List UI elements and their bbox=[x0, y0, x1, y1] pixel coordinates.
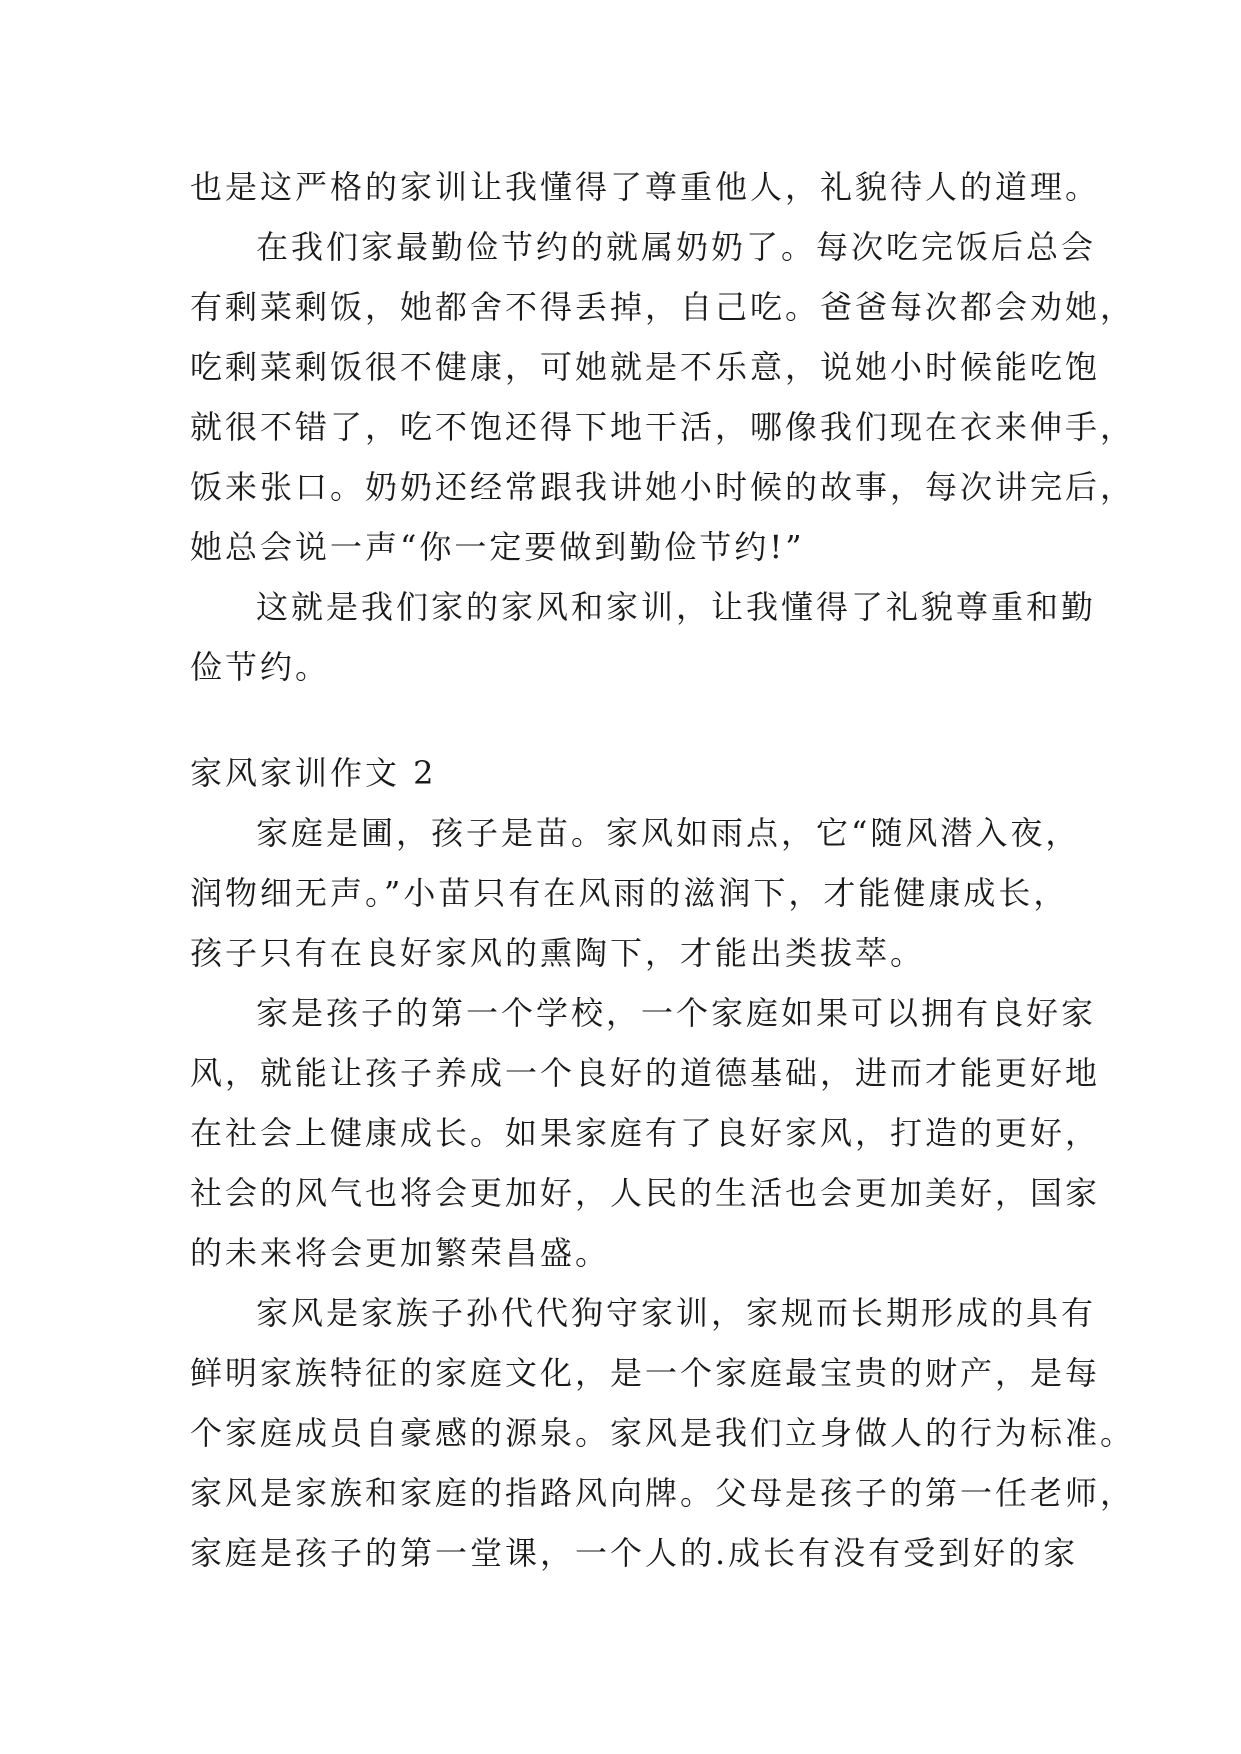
paragraph-line: 俭节约。 bbox=[190, 648, 331, 686]
paragraph-line: 家风是家族和家庭的指路风向牌。父母是孩子的第一任老师， bbox=[190, 1474, 1136, 1512]
paragraph-line: 个家庭成员自豪感的源泉。家风是我们立身做人的行为标准。 bbox=[190, 1414, 1136, 1452]
section-heading: 家风家训作文 2 bbox=[190, 754, 437, 792]
paragraph-line: 社会的风气也将会更加好，人民的生活也会更加美好，国家 bbox=[190, 1174, 1101, 1212]
paragraph-line: 她总会说一声“你一定要做到勤俭节约!” bbox=[190, 528, 805, 566]
paragraph-line: 孩子只有在良好家风的熏陶下，才能出类拔萃。 bbox=[190, 934, 926, 972]
paragraph-line: 在社会上健康成长。如果家庭有了良好家风，打造的更好， bbox=[190, 1114, 1101, 1152]
paragraph-line: 润物细无声。”小苗只有在风雨的滋润下，才能健康成长， bbox=[190, 874, 1069, 912]
paragraph-line: 家庭是孩子的第一堂课，一个人的.成长有没有受到好的家 bbox=[190, 1534, 1079, 1572]
paragraph-line: 也是这严格的家训让我懂得了尊重他人，礼貌待人的道理。 bbox=[190, 168, 1101, 206]
paragraph-line: 有剩菜剩饭，她都舍不得丢掉，自己吃。爸爸每次都会劝她， bbox=[190, 288, 1136, 326]
paragraph-line: 家是孩子的第一个学校，一个家庭如果可以拥有良好家 bbox=[256, 994, 1097, 1032]
paragraph-line: 鲜明家族特征的家庭文化，是一个家庭最宝贵的财产，是每 bbox=[190, 1354, 1101, 1392]
paragraph-line: 吃剩菜剩饭很不健康，可她就是不乐意，说她小时候能吃饱 bbox=[190, 348, 1101, 386]
paragraph-line: 风，就能让孩子养成一个良好的道德基础，进而才能更好地 bbox=[190, 1054, 1101, 1092]
paragraph-line: 就很不错了，吃不饱还得下地干活，哪像我们现在衣来伸手， bbox=[190, 408, 1136, 446]
paragraph-line: 的未来将会更加繁荣昌盛。 bbox=[190, 1234, 611, 1272]
paragraph-line: 家庭是圃，孩子是苗。家风如雨点，它“随风潜入夜， bbox=[256, 814, 1081, 852]
paragraph-line: 在我们家最勤俭节约的就属奶奶了。每次吃完饭后总会 bbox=[256, 228, 1097, 266]
paragraph-line: 饭来张口。奶奶还经常跟我讲她小时候的故事，每次讲完后， bbox=[190, 468, 1136, 506]
paragraph-line: 家风是家族子孙代代狗守家训，家规而长期形成的具有 bbox=[256, 1294, 1097, 1332]
paragraph-line: 这就是我们家的家风和家训，让我懂得了礼貌尊重和勤 bbox=[256, 588, 1097, 626]
